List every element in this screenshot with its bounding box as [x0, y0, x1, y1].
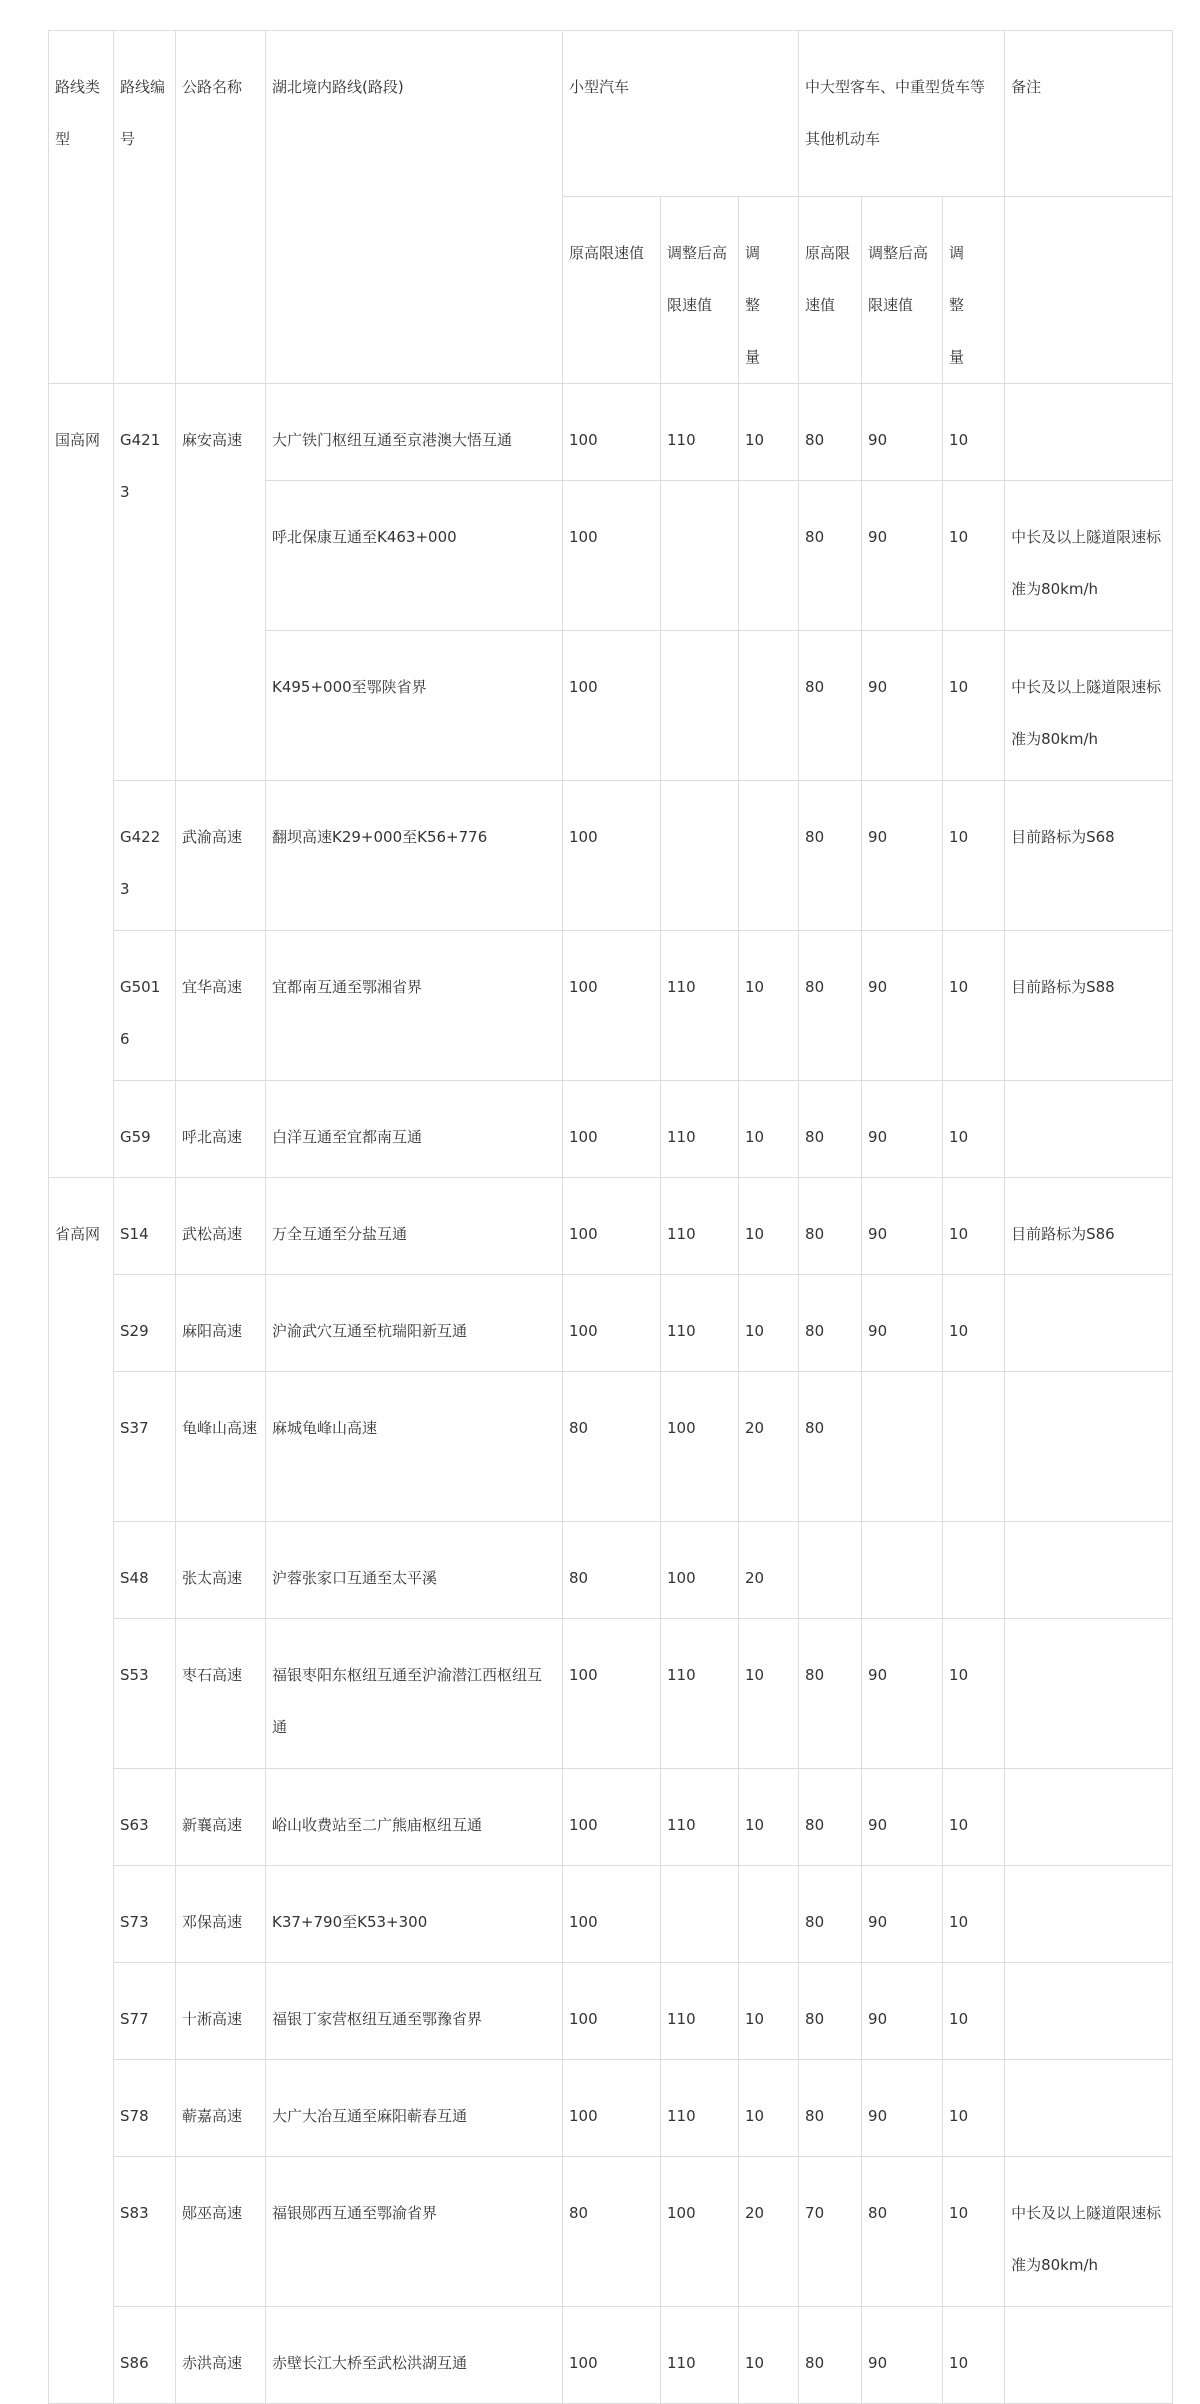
- route-no-cell: S29: [114, 1275, 176, 1372]
- small-orig-limit-cell: 100: [563, 931, 661, 1081]
- road-name-cell: 麻安高速: [176, 384, 266, 781]
- large-adjustment-cell: 10: [943, 481, 1005, 631]
- route-no-cell: S83: [114, 2157, 176, 2307]
- large-adjustment-cell: 10: [943, 1178, 1005, 1275]
- road-name-cell: 张太高速: [176, 1522, 266, 1619]
- small-adjustment-cell: [739, 1866, 799, 1963]
- small-orig-limit-cell: 100: [563, 2060, 661, 2157]
- section-cell: 福银丁家营枢纽互通至鄂豫省界: [266, 1963, 563, 2060]
- large-adjustment-cell: 10: [943, 2060, 1005, 2157]
- large-new-limit-cell: 90: [862, 1275, 943, 1372]
- small-adjustment-cell: 10: [739, 1963, 799, 2060]
- table-row: [49, 1372, 1173, 1522]
- route-no-cell: S86: [114, 2307, 176, 2404]
- large-adjustment-cell: 10: [943, 931, 1005, 1081]
- small-new-limit-cell: 110: [661, 1769, 739, 1866]
- small-new-limit-cell: 110: [661, 384, 739, 481]
- large-orig-limit-cell: 80: [799, 481, 862, 631]
- header-adjustment-large: 调 整 量: [943, 197, 1005, 384]
- header-large-vehicles: 中大型客车、中重型货车等其他机动车: [799, 31, 1005, 197]
- small-new-limit-cell: 110: [661, 1081, 739, 1178]
- header-new-limit-large: 调整后高限速值: [862, 197, 943, 384]
- large-adjustment-cell: [943, 1372, 1005, 1522]
- small-orig-limit-cell: 100: [563, 781, 661, 931]
- table-row: [49, 1619, 1173, 1769]
- remarks-cell: [1005, 1372, 1173, 1522]
- remarks-cell: 中长及以上隧道限速标准为80km/h: [1005, 631, 1173, 781]
- section-cell: 呼北保康互通至K463+000: [266, 481, 563, 631]
- road-name-cell: 龟峰山高速: [176, 1372, 266, 1522]
- large-new-limit-cell: 90: [862, 1619, 943, 1769]
- small-adjustment-cell: 10: [739, 1619, 799, 1769]
- small-adjustment-cell: [739, 481, 799, 631]
- header-road-name: 公路名称: [176, 31, 266, 384]
- large-adjustment-cell: 10: [943, 1275, 1005, 1372]
- route-no-cell: S77: [114, 1963, 176, 2060]
- remarks-cell: 目前路标为S86: [1005, 1178, 1173, 1275]
- remarks-cell: [1005, 2060, 1173, 2157]
- header-section: 湖北境内路线(路段): [266, 31, 563, 384]
- large-orig-limit-cell: 70: [799, 2157, 862, 2307]
- road-name-cell: 麻阳高速: [176, 1275, 266, 1372]
- section-cell: 沪蓉张家口互通至太平溪: [266, 1522, 563, 1619]
- section-cell: 赤壁长江大桥至武松洪湖互通: [266, 2307, 563, 2404]
- large-new-limit-cell: [862, 1372, 943, 1522]
- road-name-cell: 武松高速: [176, 1178, 266, 1275]
- route-no-cell: G4213: [114, 384, 176, 781]
- large-orig-limit-cell: 80: [799, 631, 862, 781]
- road-name-cell: 枣石高速: [176, 1619, 266, 1769]
- large-adjustment-cell: 10: [943, 384, 1005, 481]
- small-new-limit-cell: 110: [661, 1275, 739, 1372]
- small-orig-limit-cell: 100: [563, 631, 661, 781]
- small-new-limit-cell: [661, 631, 739, 781]
- small-orig-limit-cell: 80: [563, 2157, 661, 2307]
- table-row: [49, 1081, 1173, 1178]
- large-new-limit-cell: 90: [862, 1178, 943, 1275]
- speed-limit-table: [48, 30, 1173, 2404]
- large-orig-limit-cell: 80: [799, 2307, 862, 2404]
- route-no-cell: S73: [114, 1866, 176, 1963]
- section-cell: 福银枣阳东枢纽互通至沪渝潜江西枢纽互通: [266, 1619, 563, 1769]
- large-orig-limit-cell: 80: [799, 931, 862, 1081]
- small-orig-limit-cell: 100: [563, 1275, 661, 1372]
- remarks-cell: [1005, 1866, 1173, 1963]
- section-cell: 翻坝高速K29+000至K56+776: [266, 781, 563, 931]
- small-new-limit-cell: [661, 481, 739, 631]
- large-orig-limit-cell: 80: [799, 1275, 862, 1372]
- header-orig-limit-small: 原高限速值: [563, 197, 661, 384]
- route-type-cell: 国高网: [49, 384, 114, 1178]
- large-orig-limit-cell: 80: [799, 1963, 862, 2060]
- small-adjustment-cell: 20: [739, 1372, 799, 1522]
- small-orig-limit-cell: 100: [563, 1769, 661, 1866]
- large-new-limit-cell: 90: [862, 384, 943, 481]
- header-route-no: 路线编号: [114, 31, 176, 384]
- header-small-car: 小型汽车: [563, 31, 799, 197]
- remarks-cell: [1005, 1275, 1173, 1372]
- section-cell: 麻城龟峰山高速: [266, 1372, 563, 1522]
- large-new-limit-cell: 90: [862, 1866, 943, 1963]
- table-row: [49, 2157, 1173, 2307]
- large-adjustment-cell: 10: [943, 2157, 1005, 2307]
- route-no-cell: S78: [114, 2060, 176, 2157]
- road-name-cell: 新襄高速: [176, 1769, 266, 1866]
- table-row: [49, 1178, 1173, 1275]
- large-adjustment-cell: 10: [943, 1963, 1005, 2060]
- large-new-limit-cell: [862, 1522, 943, 1619]
- table-row: [49, 1963, 1173, 2060]
- section-cell: 万全互通至分盐互通: [266, 1178, 563, 1275]
- header-remarks-blank: [1005, 197, 1173, 384]
- road-name-cell: 邓保高速: [176, 1866, 266, 1963]
- small-adjustment-cell: 10: [739, 931, 799, 1081]
- table-row: [49, 1522, 1173, 1619]
- route-type-cell: 省高网: [49, 1178, 114, 2404]
- table-row: [49, 2307, 1173, 2404]
- table-row: [49, 931, 1173, 1081]
- section-cell: 白洋互通至宜都南互通: [266, 1081, 563, 1178]
- header-row-1: [49, 31, 1173, 197]
- remarks-cell: [1005, 1081, 1173, 1178]
- large-orig-limit-cell: 80: [799, 1081, 862, 1178]
- section-cell: K495+000至鄂陕省界: [266, 631, 563, 781]
- large-orig-limit-cell: 80: [799, 1178, 862, 1275]
- small-new-limit-cell: 100: [661, 2157, 739, 2307]
- large-adjustment-cell: 10: [943, 2307, 1005, 2404]
- small-new-limit-cell: 110: [661, 1619, 739, 1769]
- road-name-cell: 蕲嘉高速: [176, 2060, 266, 2157]
- road-name-cell: 武渝高速: [176, 781, 266, 931]
- remarks-cell: [1005, 1619, 1173, 1769]
- small-new-limit-cell: 110: [661, 931, 739, 1081]
- small-adjustment-cell: 10: [739, 1081, 799, 1178]
- remarks-cell: 目前路标为S68: [1005, 781, 1173, 931]
- remarks-cell: 中长及以上隧道限速标准为80km/h: [1005, 481, 1173, 631]
- small-new-limit-cell: 100: [661, 1372, 739, 1522]
- large-adjustment-cell: 10: [943, 1619, 1005, 1769]
- road-name-cell: 十淅高速: [176, 1963, 266, 2060]
- large-orig-limit-cell: 80: [799, 781, 862, 931]
- remarks-cell: [1005, 2307, 1173, 2404]
- road-name-cell: 宜华高速: [176, 931, 266, 1081]
- route-no-cell: G4223: [114, 781, 176, 931]
- small-orig-limit-cell: 80: [563, 1372, 661, 1522]
- section-cell: 沪渝武穴互通至杭瑞阳新互通: [266, 1275, 563, 1372]
- table-row: [49, 1866, 1173, 1963]
- small-new-limit-cell: 110: [661, 1178, 739, 1275]
- remarks-cell: 中长及以上隧道限速标准为80km/h: [1005, 2157, 1173, 2307]
- large-orig-limit-cell: [799, 1522, 862, 1619]
- small-orig-limit-cell: 100: [563, 1866, 661, 1963]
- large-orig-limit-cell: 80: [799, 1769, 862, 1866]
- section-cell: K37+790至K53+300: [266, 1866, 563, 1963]
- large-new-limit-cell: 90: [862, 2060, 943, 2157]
- table-row: [49, 384, 1173, 481]
- large-orig-limit-cell: 80: [799, 1372, 862, 1522]
- small-adjustment-cell: 10: [739, 2307, 799, 2404]
- table-row: [49, 781, 1173, 931]
- large-adjustment-cell: 10: [943, 631, 1005, 781]
- route-no-cell: S14: [114, 1178, 176, 1275]
- large-orig-limit-cell: 80: [799, 2060, 862, 2157]
- large-adjustment-cell: 10: [943, 1081, 1005, 1178]
- small-adjustment-cell: 10: [739, 2060, 799, 2157]
- header-route-type: 路线类型: [49, 31, 114, 384]
- remarks-cell: 目前路标为S88: [1005, 931, 1173, 1081]
- table-row: [49, 2060, 1173, 2157]
- large-new-limit-cell: 90: [862, 481, 943, 631]
- section-cell: 大广大冶互通至麻阳蕲春互通: [266, 2060, 563, 2157]
- route-no-cell: S37: [114, 1372, 176, 1522]
- small-new-limit-cell: [661, 781, 739, 931]
- route-no-cell: S63: [114, 1769, 176, 1866]
- section-cell: 大广铁门枢纽互通至京港澳大悟互通: [266, 384, 563, 481]
- large-adjustment-cell: 10: [943, 781, 1005, 931]
- header-new-limit-small: 调整后高限速值: [661, 197, 739, 384]
- small-orig-limit-cell: 100: [563, 384, 661, 481]
- small-adjustment-cell: 20: [739, 2157, 799, 2307]
- small-adjustment-cell: 20: [739, 1522, 799, 1619]
- small-adjustment-cell: 10: [739, 1769, 799, 1866]
- remarks-cell: [1005, 1769, 1173, 1866]
- large-orig-limit-cell: 80: [799, 1866, 862, 1963]
- section-cell: 宜都南互通至鄂湘省界: [266, 931, 563, 1081]
- road-name-cell: 郧巫高速: [176, 2157, 266, 2307]
- large-new-limit-cell: 80: [862, 2157, 943, 2307]
- road-name-cell: 呼北高速: [176, 1081, 266, 1178]
- small-adjustment-cell: 10: [739, 1275, 799, 1372]
- small-adjustment-cell: [739, 631, 799, 781]
- large-orig-limit-cell: 80: [799, 384, 862, 481]
- small-orig-limit-cell: 100: [563, 1178, 661, 1275]
- small-orig-limit-cell: 100: [563, 2307, 661, 2404]
- small-orig-limit-cell: 100: [563, 1081, 661, 1178]
- header-orig-limit-large: 原高限速值: [799, 197, 862, 384]
- small-orig-limit-cell: 100: [563, 1963, 661, 2060]
- route-no-cell: S48: [114, 1522, 176, 1619]
- large-adjustment-cell: 10: [943, 1769, 1005, 1866]
- large-new-limit-cell: 90: [862, 1963, 943, 2060]
- small-orig-limit-cell: 80: [563, 1522, 661, 1619]
- large-new-limit-cell: 90: [862, 1769, 943, 1866]
- route-no-cell: G59: [114, 1081, 176, 1178]
- section-cell: 福银郧西互通至鄂渝省界: [266, 2157, 563, 2307]
- small-adjustment-cell: 10: [739, 384, 799, 481]
- small-adjustment-cell: 10: [739, 1178, 799, 1275]
- route-no-cell: G5016: [114, 931, 176, 1081]
- large-new-limit-cell: 90: [862, 931, 943, 1081]
- road-name-cell: 赤洪高速: [176, 2307, 266, 2404]
- large-new-limit-cell: 90: [862, 631, 943, 781]
- large-new-limit-cell: 90: [862, 781, 943, 931]
- large-adjustment-cell: [943, 1522, 1005, 1619]
- small-new-limit-cell: 100: [661, 1522, 739, 1619]
- section-cell: 峪山收费站至二广熊庙枢纽互通: [266, 1769, 563, 1866]
- small-new-limit-cell: 110: [661, 1963, 739, 2060]
- small-orig-limit-cell: 100: [563, 481, 661, 631]
- table-row: [49, 1275, 1173, 1372]
- small-new-limit-cell: [661, 1866, 739, 1963]
- small-adjustment-cell: [739, 781, 799, 931]
- remarks-cell: [1005, 1963, 1173, 2060]
- header-remarks: 备注: [1005, 31, 1173, 197]
- large-new-limit-cell: 90: [862, 2307, 943, 2404]
- remarks-cell: [1005, 1522, 1173, 1619]
- remarks-cell: [1005, 384, 1173, 481]
- header-adjustment-small: 调 整 量: [739, 197, 799, 384]
- large-adjustment-cell: 10: [943, 1866, 1005, 1963]
- route-no-cell: S53: [114, 1619, 176, 1769]
- large-orig-limit-cell: 80: [799, 1619, 862, 1769]
- table-row: [49, 1769, 1173, 1866]
- small-new-limit-cell: 110: [661, 2307, 739, 2404]
- small-new-limit-cell: 110: [661, 2060, 739, 2157]
- small-orig-limit-cell: 100: [563, 1619, 661, 1769]
- large-new-limit-cell: 90: [862, 1081, 943, 1178]
